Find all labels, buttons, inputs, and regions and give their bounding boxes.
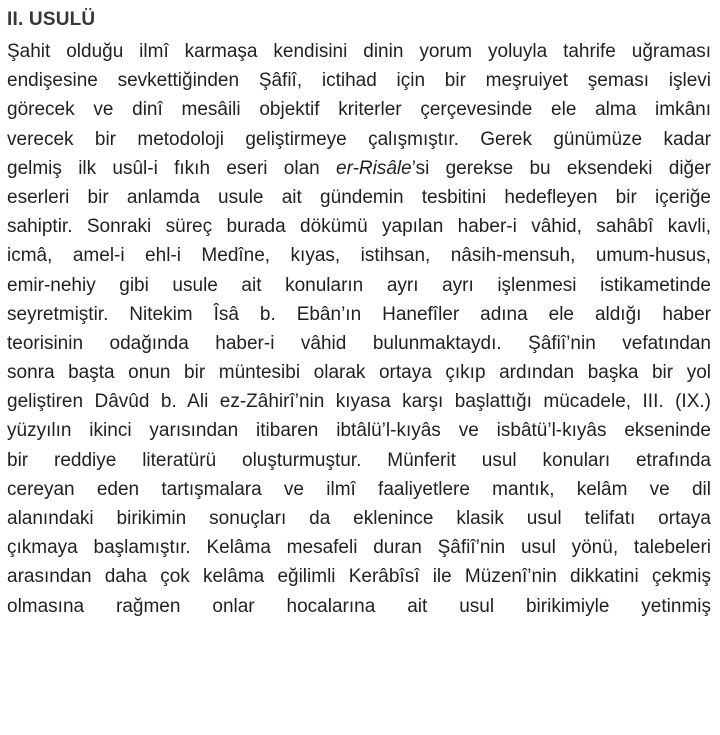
text-segment: verecek bir metodoloji geliştirmeye çalışmıştır. Gerek günümüze kadar: [7, 128, 711, 150]
text-line: [7, 387, 711, 416]
text-segment: eserleri bir anlamda usule ait gündemin tesbitini hedefleyen bir içeriğe: [7, 186, 711, 208]
text-segment: endişesine sevkettiğinden Şâfiî, ictihad için bir meşruiyet şeması işlevi: [7, 70, 711, 92]
text-line: [7, 241, 711, 270]
text-line: [7, 183, 711, 212]
text-line: [7, 533, 711, 562]
text-segment: cereyan eden tartışmalara ve ilmî faaliyetlere mantık, kelâm ve dil: [7, 478, 711, 500]
text-line: [7, 475, 711, 504]
text-line: [7, 504, 711, 533]
text-line: [7, 154, 711, 183]
text-segment: emir-nehiy gibi usule ait konuların ayrı ayrı işlenmesi istikametinde: [7, 274, 711, 296]
document-page: [7, 8, 711, 621]
text-segment: icmâ, amel-i ehl-i Medîne, kıyas, istihsan, nâsih-mensuh, umum-husus,: [7, 245, 711, 267]
text-line: [7, 66, 711, 95]
text-line: [7, 271, 711, 300]
text-line: [7, 446, 711, 475]
text-segment: olmasına rağmen onlar hocalarına ait usul birikimiyle yetinmiş: [7, 595, 711, 617]
text-segment: arasından daha çok kelâma eğilimli Kerâbîsî ile Müzenî’nin dikkatini çekmiş: [7, 566, 711, 588]
section-heading: II. USULÜ: [7, 9, 96, 30]
text-line: [7, 329, 711, 358]
text-segment: alanındaki birikimin sonuçları da eklenince klasik usul telifatı ortaya: [7, 508, 711, 529]
text-segment: görecek ve dinî mesâili objektif kriterler çerçevesinde ele alma imkânı: [7, 99, 711, 121]
text-segment: sahiptir. Sonraki süreç burada dökümü yapılan haber-i vâhid, sahâbî kavli,: [7, 216, 711, 238]
text-line: [7, 562, 711, 591]
text-segment: çıkmaya başlamıştır. Kelâma mesafeli duran Şâfiî’nin usul yönü, talebeleri: [7, 537, 711, 559]
text-segment: gelmiş ilk usûl-i fıkıh eseri olan: [7, 157, 337, 179]
text-segment: bir reddiye literatürü oluşturmuştur. Münferit usul konuları etrafında: [7, 449, 711, 471]
text-line: [7, 416, 711, 445]
text-segment: teorisinin odağında haber-i vâhid bulunmaktaydı. Şâfiî’nin vefatından: [7, 332, 711, 354]
text-segment: seyretmiştir. Nitekim Îsâ b. Ebân’ın Hanefîler adına ele aldığı haber: [7, 303, 711, 325]
text-line: [7, 212, 711, 241]
text-segment: sonra başta onun bir müntesibi olarak ortaya çıkıp ardından başka bir yol: [7, 362, 711, 384]
text-line: [7, 125, 711, 154]
italic-title: er-Risâle: [336, 157, 412, 179]
text-segment: ’si gerekse bu eksendeki diğer: [411, 157, 712, 179]
text-segment: Şahit olduğu ilmî karmaşa kendisini dinin yorum yoluyla tahrife uğraması: [7, 41, 711, 62]
text-line: [7, 95, 711, 124]
text-line: [7, 592, 711, 621]
text-line: [7, 37, 711, 66]
text-segment: geliştiren Dâvûd b. Ali ez-Zâhirî’nin kıyasa karşı başlattığı mücadele, III. (IX.): [7, 391, 711, 413]
text-line: [7, 358, 711, 387]
body-paragraph: [7, 37, 711, 621]
text-segment: yüzyılın ikinci yarısından itibaren ibtâlü’l-kıyâs ve isbâtü’l-kıyâs ekseninde: [7, 420, 711, 442]
text-line: [7, 300, 711, 329]
